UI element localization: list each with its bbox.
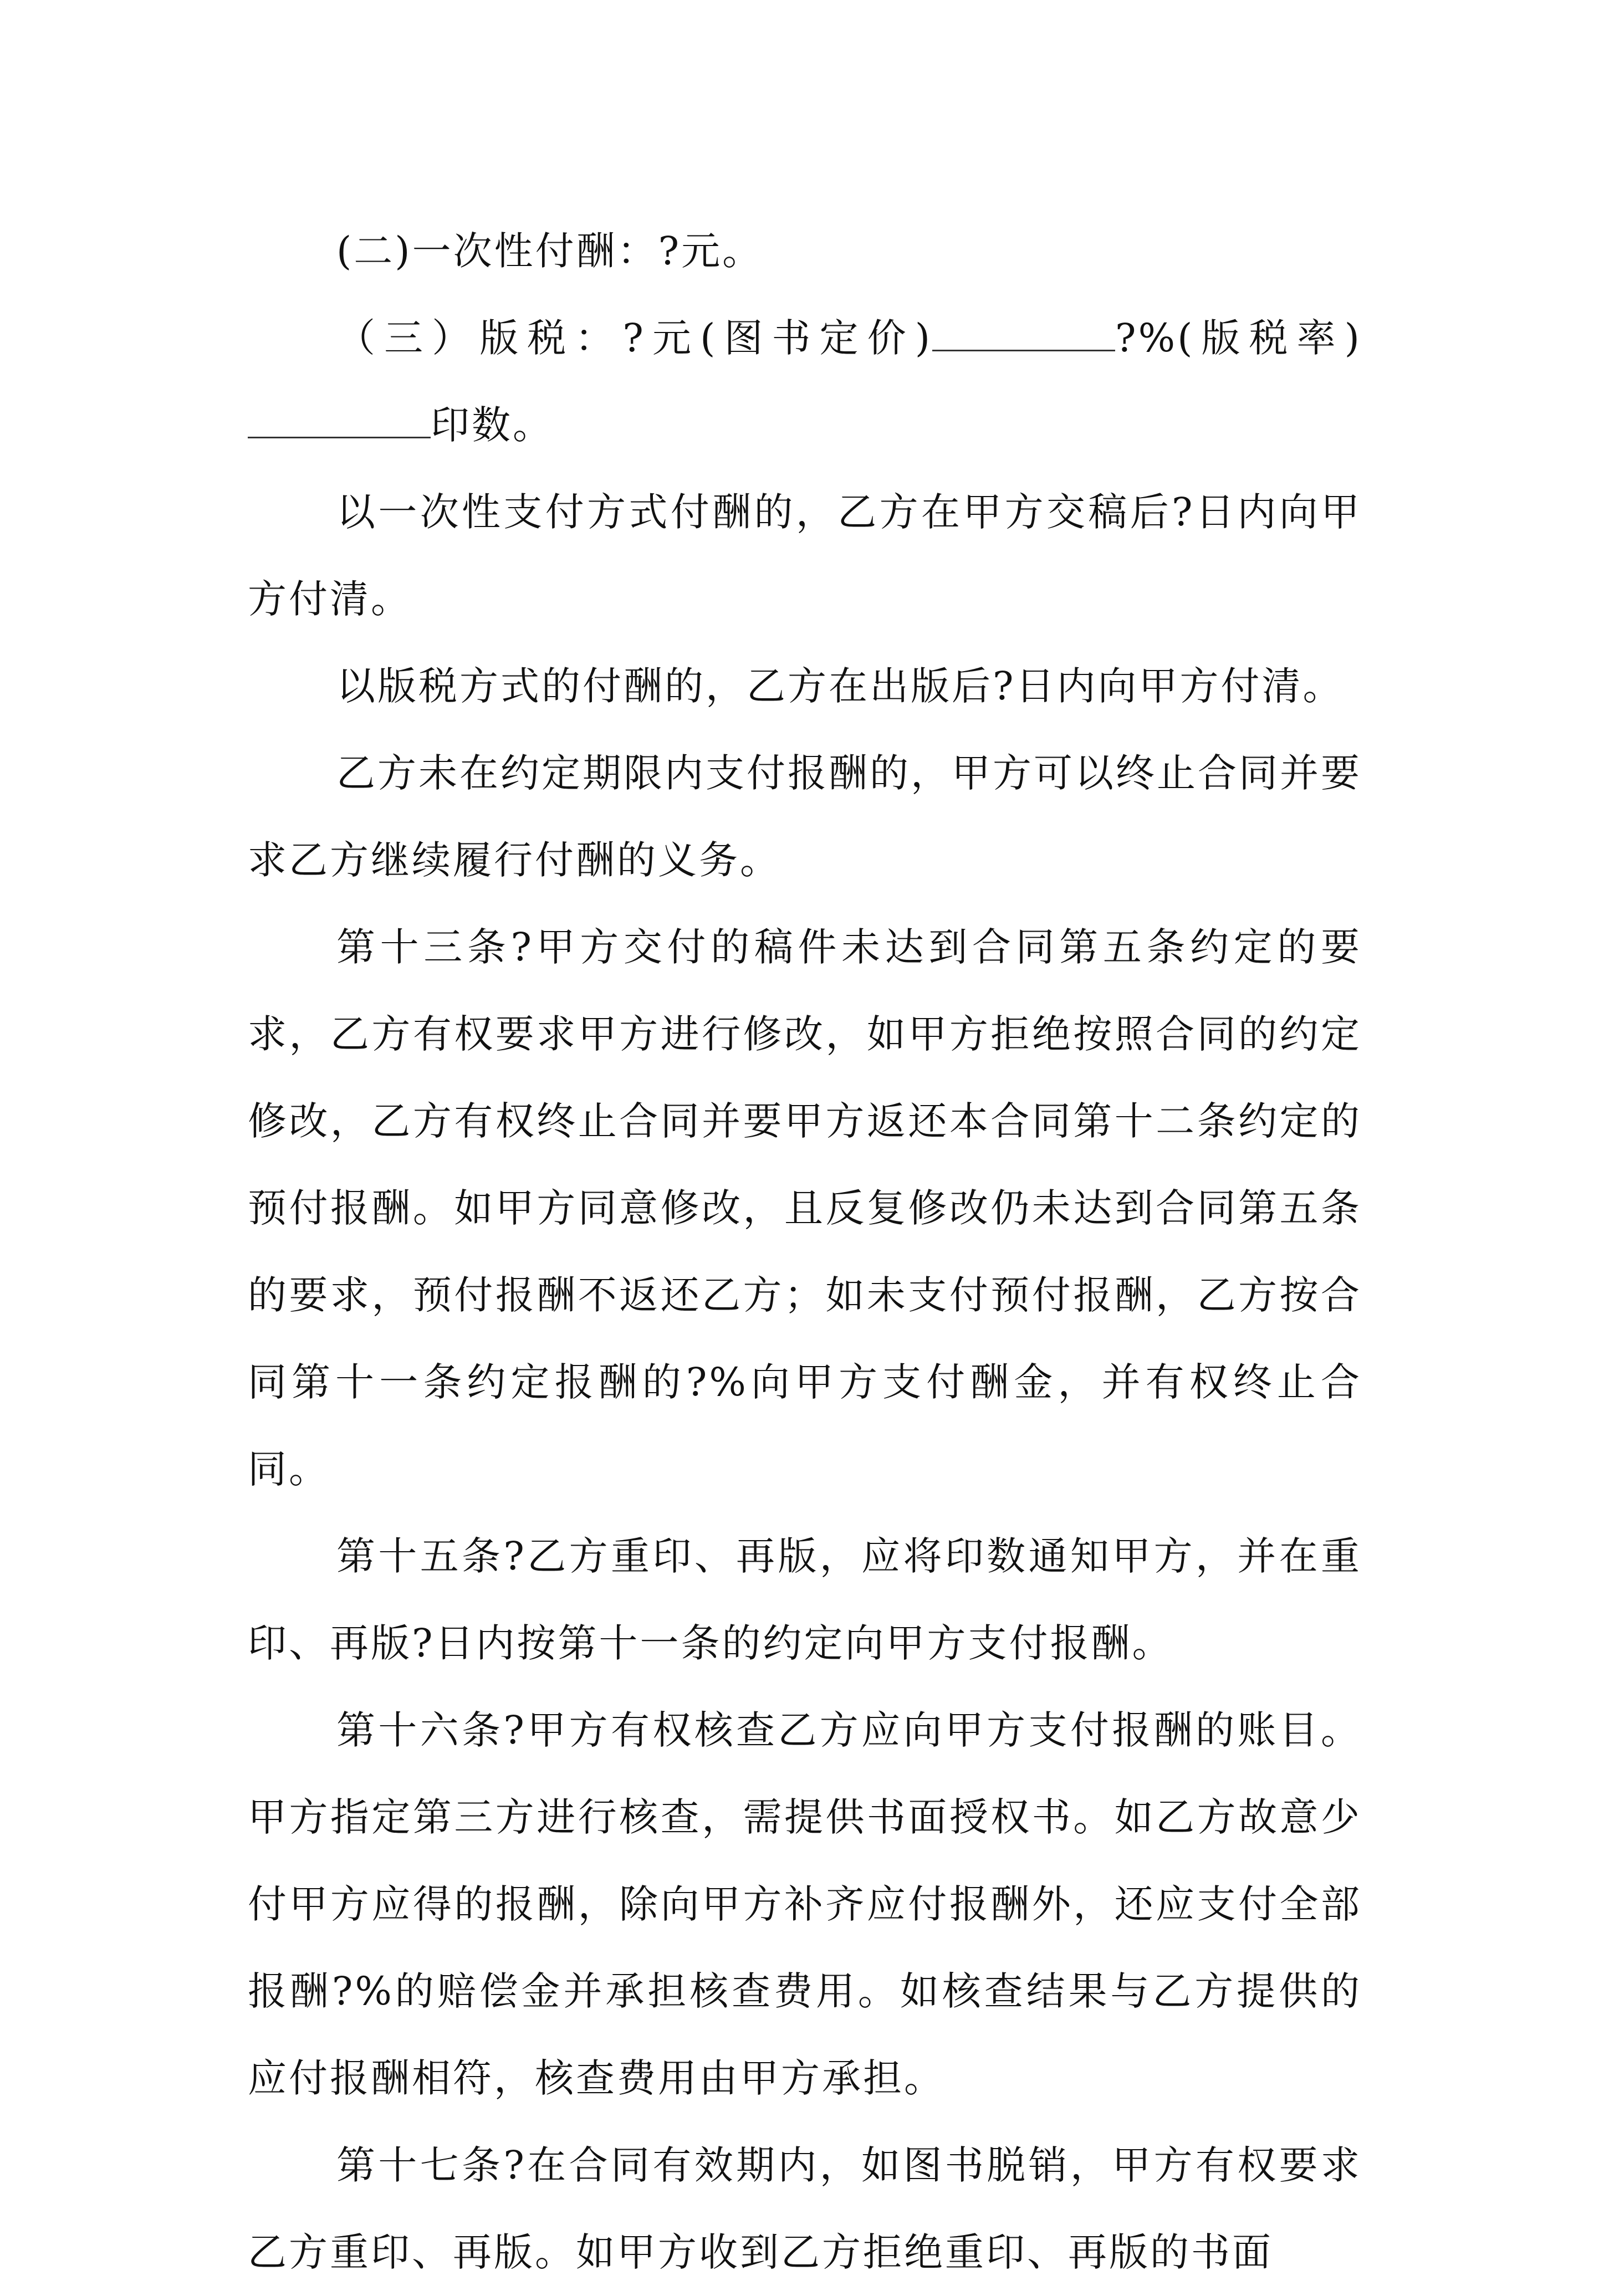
- paragraph-article-15: 第十五条?乙方重印、再版，应将印数通知甲方，并在重印、再版?日内按第十一条的约定向甲方支付报酬。: [248, 1533, 1362, 1666]
- paragraph-late-payment: 乙方未在约定期限内支付报酬的，甲方可以终止合同并要求乙方继续履行付酬的义务。: [248, 750, 1362, 883]
- royalty-text-rate: ?%(版税率): [1115, 315, 1362, 361]
- paragraph-royalty: [248, 295, 1362, 469]
- paragraph-article-16: 第十六条?甲方有权核查乙方应向甲方支付报酬的账目。甲方指定第三方进行核查，需提供书面授权书。如乙方故意少付甲方应得的报酬，除向甲方补齐应付报酬外，还应支付全部报酬?%的赔偿金并承担核查费用。如核查结果与乙方提供的应付报酬相符，核查费用由甲方承担。: [248, 1707, 1362, 2101]
- royalty-text-copies: 印数。: [431, 402, 554, 448]
- paragraph-article-17: 第十七条?在合同有效期内，如图书脱销，甲方有权要求乙方重印、再版。如甲方收到乙方拒绝重印、再版的书面: [248, 2142, 1362, 2275]
- paragraph-lump-sum-payment: 以一次性支付方式付酬的，乙方在甲方交稿后?日内向甲方付清。: [248, 489, 1362, 622]
- paragraph-royalty-payment: 以版税方式的付酬的，乙方在出版后?日内向甲方付清。: [336, 663, 1344, 709]
- blank-line-price: [932, 316, 1115, 351]
- paragraph-article-13: 第十三条?甲方交付的稿件未达到合同第五条约定的要求，乙方有权要求甲方进行修改，如甲方拒绝按照合同的约定修改，乙方有权终止合同并要甲方返还本合同第十二条约定的预付报酬。如甲方同意修改，且反复修改仍未达到合同第五条的要求，预付报酬不返还乙方；如未支付预付报酬，乙方按合同第十一条约定报酬的?%向甲方支付酬金，并有权终止合同。: [248, 924, 1362, 1492]
- blank-line-rate: [248, 403, 431, 438]
- document-body: [248, 208, 1362, 2296]
- royalty-text-price: （三）版税：?元(图书定价): [336, 315, 933, 361]
- paragraph-lump-sum: (二)一次性付酬：?元。: [336, 228, 764, 274]
